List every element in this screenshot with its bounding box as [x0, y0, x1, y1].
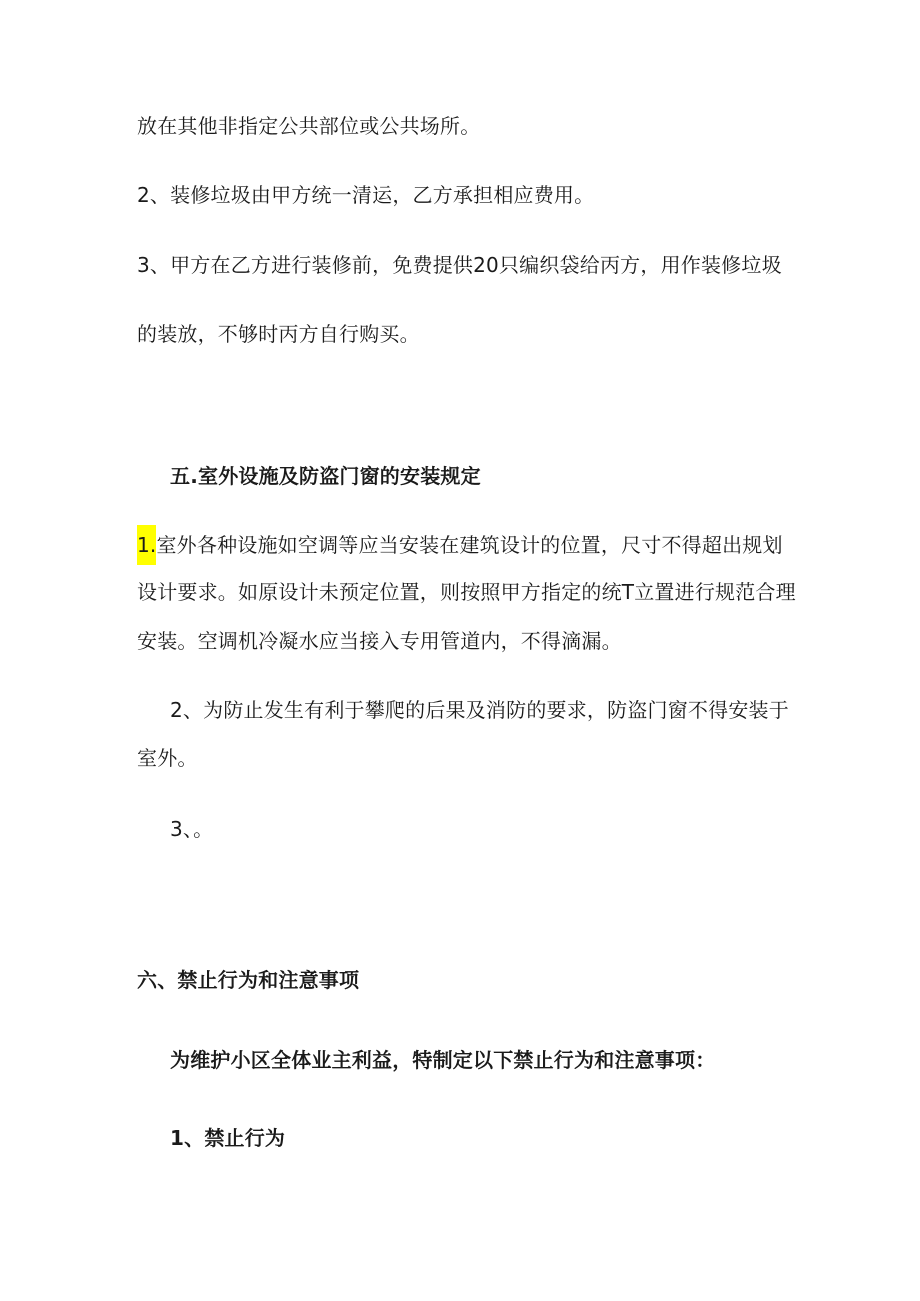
paragraph-line: 2、为防止发生有利于攀爬的后果及消防的要求，防盗门窗不得安装于 — [170, 698, 789, 722]
subheading: 1、禁止行为 — [170, 1126, 286, 1150]
highlighted-number: 1. — [137, 525, 156, 565]
paragraph-text: 室外各种设施如空调等应当安装在建筑设计的位置，尺寸不得超出规划 — [156, 533, 783, 557]
paragraph-line: 3、。 — [170, 817, 214, 841]
paragraph-line: 安装。空调机冷凝水应当接入专用管道内，不得滴漏。 — [137, 629, 622, 653]
section-intro: 为维护小区全体业主利益，特制定以下禁止行为和注意事项： — [170, 1048, 716, 1072]
section-heading: 五.室外设施及防盗门窗的安装规定 — [170, 464, 481, 488]
paragraph-line: 设计要求。如原设计未预定位置，则按照甲方指定的统T立置进行规范合理 — [137, 580, 796, 604]
paragraph-line: 的装放，不够时丙方自行购买。 — [137, 322, 420, 346]
paragraph-line: 放在其他非指定公共部位或公共场所。 — [137, 114, 481, 138]
paragraph-line: 室外。 — [137, 746, 198, 770]
paragraph-line: 2、装修垃圾由甲方统一清运，乙方承担相应费用。 — [137, 183, 595, 207]
paragraph-line: 3、甲方在乙方进行装修前，免费提供20只编织袋给丙方，用作装修垃圾 — [137, 253, 782, 277]
paragraph-line — [137, 531, 783, 559]
section-heading: 六、禁止行为和注意事项 — [137, 968, 360, 992]
